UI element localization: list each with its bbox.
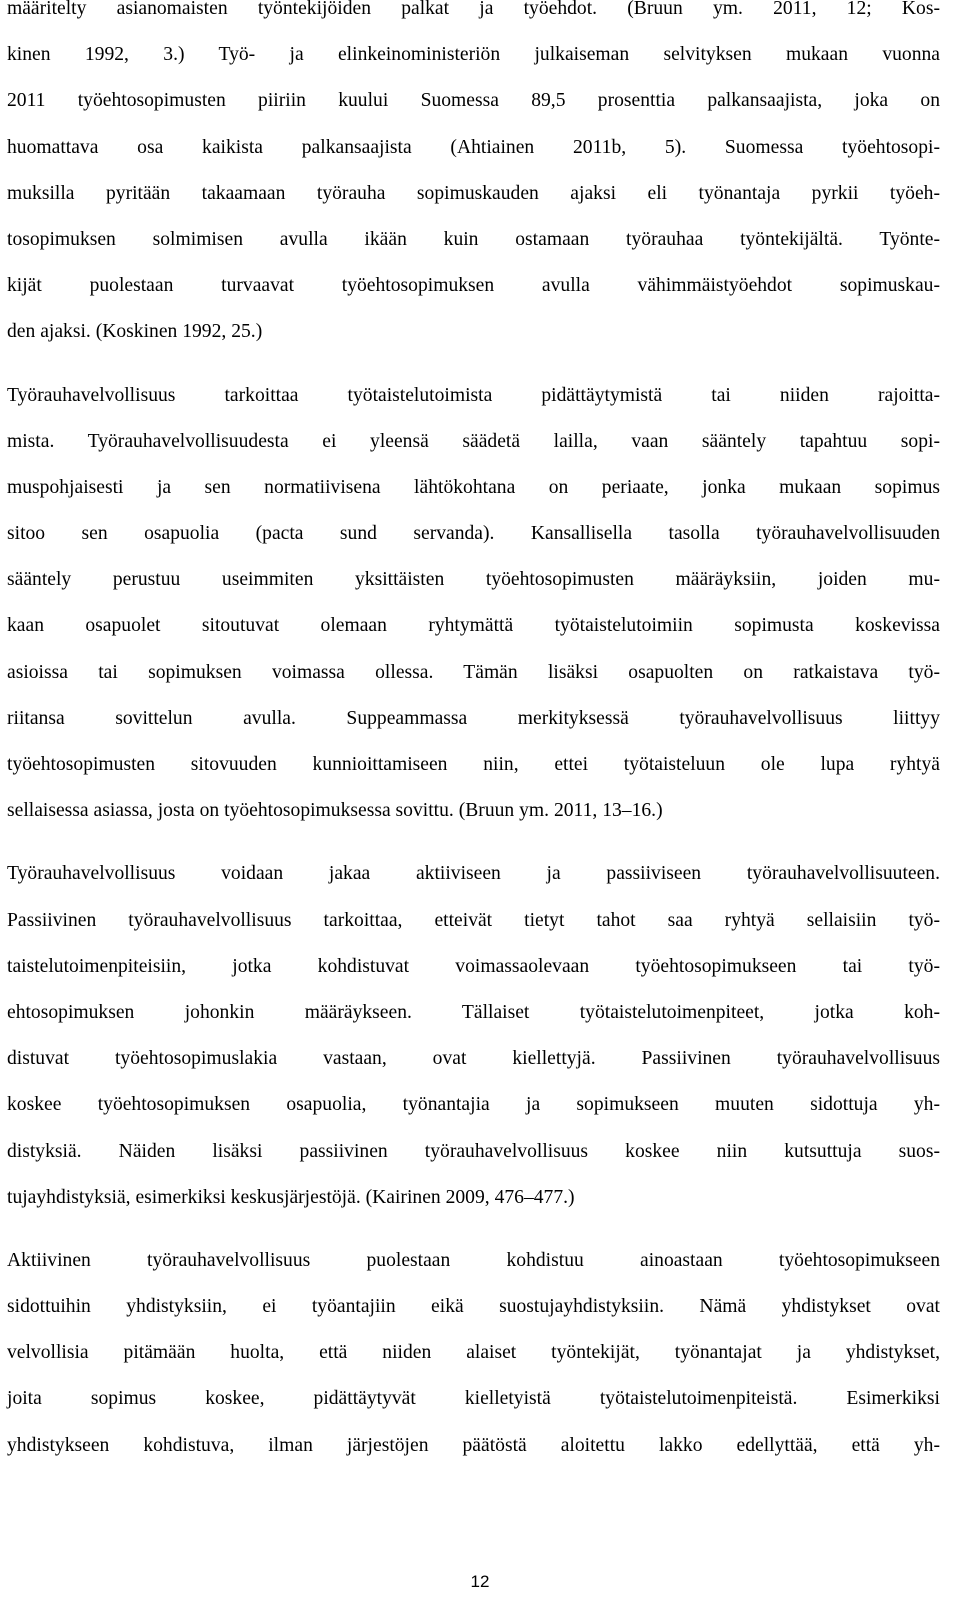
text-line: koskee työehtosopimuksen osapuolia, työnantajia ja sopimukseen muuten sidottuja yh- (7, 1094, 940, 1116)
text-line: huomattava osa kaikista palkansaajista (Ahtiainen 2011b, 5). Suomessa työehtosopi- (7, 136, 940, 158)
text-line: mista. Työrauhavelvollisuudesta ei yleensä säädetä lailla, vaan sääntely tapahtuu sopi- (7, 430, 940, 452)
text-line: sääntely perustuu useimmiten yksittäisten työehtosopimusten määräyksiin, joiden mu- (7, 569, 940, 591)
paragraph (7, 0, 940, 365)
text-line: sellaisessa asiassa, josta on työehtosopimuksessa sovittu. (Bruun ym. 2011, 13–16.) (7, 800, 663, 822)
text-line: joita sopimus koskee, pidättäytyvät kielletyistä työtaistelutoimenpiteistä. Esimerkiksi (7, 1388, 940, 1410)
text-line: taistelutoimenpiteisiin, jotka kohdistuvat voimassaolevaan työehtosopimukseen tai työ- (7, 955, 940, 977)
text-line: Työrauhavelvollisuus voidaan jakaa aktiiviseen ja passiiviseen työrauhavelvollisuuteen. (7, 863, 940, 885)
text-line: 2011 työehtosopimusten piiriin kuului Suomessa 89,5 prosenttia palkansaajista, joka on (7, 90, 940, 112)
text-line: distyksiä. Näiden lisäksi passiivinen työrauhavelvollisuus koskee niin kutsuttuja suos- (7, 1140, 940, 1162)
text-line: työehtosopimusten sitovuuden kunnioittamiseen niin, ettei työtaisteluun ole lupa ryhtyä (7, 754, 940, 775)
text-line: riitansa sovittelun avulla. Suppeammassa merkityksessä työrauhavelvollisuus liittyy (7, 707, 940, 729)
document-body (7, 0, 940, 1478)
paragraph (7, 860, 940, 1230)
text-line: kaan osapuolet sitoutuvat olemaan ryhtymättä työtaistelutoimiin sopimusta koskevissa (7, 615, 940, 637)
text-line: määritelty asianomaisten työntekijöiden palkat ja työehdot. (Bruun ym. 2011, 12; Kos- (7, 0, 940, 19)
text-line: muspohjaisesti ja sen normatiivisena lähtökohtana on periaate, jonka mukaan sopimus (7, 476, 940, 498)
text-line: den ajaksi. (Koskinen 1992, 25.) (7, 321, 263, 343)
text-line: Aktiivinen työrauhavelvollisuus puolestaan kohdistuu ainoastaan työehtosopimukseen (7, 1249, 940, 1271)
text-line: sidottuihin yhdistyksiin, ei työantajiin eikä suostujayhdistyksiin. Nämä yhdistykset ovat (7, 1296, 940, 1318)
text-line: velvollisia pitämään huolta, että niiden alaiset työntekijät, työnantajat ja yhdistykset, (7, 1342, 940, 1364)
text-line: ehtosopimuksen johonkin määräykseen. Tällaiset työtaistelutoimenpiteet, jotka koh- (7, 1001, 940, 1023)
text-line: asioissa tai sopimuksen voimassa ollessa. Tämän lisäksi osapuolten on ratkaistava työ- (7, 661, 940, 683)
text-line: distuvat työehtosopimuslakia vastaan, ovat kiellettyjä. Passiivinen työrauhavelvollisuus (7, 1048, 940, 1070)
text-line: muksilla pyritään takaamaan työrauha sopimuskauden ajaksi eli työnantaja pyrkii työeh- (7, 182, 940, 204)
page-number: 12 (470, 1572, 490, 1591)
text-line: tujayhdistyksiä, esimerkiksi keskusjärjestöjä. (Kairinen 2009, 476–477.) (7, 1186, 575, 1208)
text-line: tosopimuksen solmimisen avulla ikään kuin ostamaan työrauhaa työntekijältä. Työnte- (7, 228, 940, 250)
paragraph (7, 1247, 940, 1478)
text-line: sitoo sen osapuolia (pacta sund servanda). Kansallisella tasolla työrauhavelvollisuuden (7, 523, 940, 545)
text-line: yhdistykseen kohdistuva, ilman järjestöjen päätöstä aloitettu lakko edellyttää, että yh- (7, 1434, 940, 1456)
text-line: kijät puolestaan turvaavat työehtosopimuksen avulla vähimmäistyöehdot sopimuskau- (7, 275, 940, 297)
text-line: Työrauhavelvollisuus tarkoittaa työtaistelutoimista pidättäytymistä tai niiden rajoitta- (7, 384, 940, 406)
paragraph (7, 382, 940, 844)
text-line: Passiivinen työrauhavelvollisuus tarkoittaa, etteivät tietyt tahot saa ryhtyä sellaisiin työ- (7, 909, 940, 931)
text-line: kinen 1992, 3.) Työ- ja elinkeinoministeriön julkaiseman selvityksen mukaan vuonna (7, 44, 940, 66)
